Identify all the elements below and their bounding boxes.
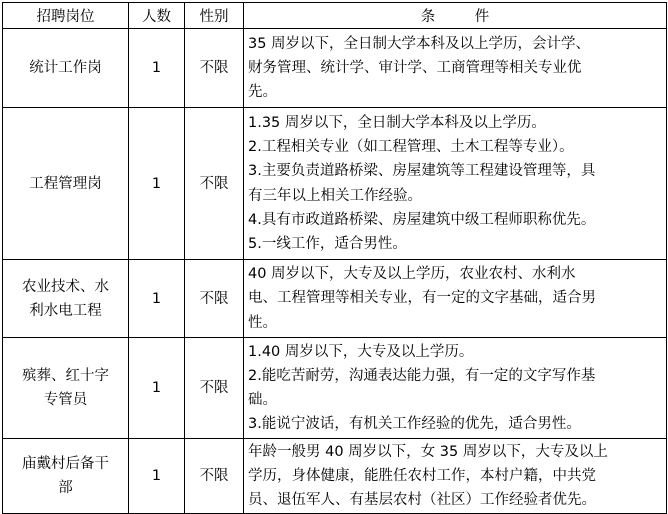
position-text: 殡葬、红十字 [22,368,109,384]
position-text: 庙戴村后备干 [22,456,109,472]
position-cell [3,439,129,514]
condition-line: 电、工程管理等相关专业，有一定的文字基础，适合男 [248,290,596,307]
position-cell [3,108,129,260]
header-count: 人数 [129,3,185,29]
conditions-cell [244,29,667,108]
condition-line: 1.35 周岁以下，全日制大学本科及以上学历。 [248,114,546,131]
table-row [3,108,667,260]
gender-cell: 不限 [185,108,244,260]
table-row [3,439,667,514]
conditions-cell [244,338,667,439]
position-cell [3,338,129,439]
condition-line: 学历，身体健康，能胜任农村工作，本村户籍，中共党 [248,467,596,484]
condition-line: 35 周岁以下，全日制大学本科及以上学历，会计学、 [248,35,591,52]
header-gender: 性别 [185,3,244,29]
header-position: 招聘岗位 [3,3,129,29]
condition-line: 员、退伍军人、有基层农村（社区）工作经验者优先。 [248,492,596,509]
conditions-cell [244,439,667,514]
position-cell [3,260,129,338]
table-row [3,338,667,439]
count-cell: 1 [129,108,185,260]
header-conditions [244,3,667,29]
condition-line: 财务管理、统计学、审计学、工商管理等相关专业优 [248,59,582,76]
count-cell: 1 [129,338,185,439]
count-cell: 1 [129,260,185,338]
conditions-cell [244,260,667,338]
header-conditions-label: 条 件 [420,9,507,25]
count-cell: 1 [129,439,185,514]
condition-line: 3.主要负责道路桥梁、房屋建筑等工程建设管理等，具 [248,163,596,180]
recruitment-table [2,2,667,514]
position-text: 统计工作岗 [29,60,102,76]
position-text: 利水电工程 [29,302,102,319]
table-row [3,29,667,108]
condition-line: 40 周岁以下，大专及以上学历，农业农村、水利水 [248,266,576,283]
condition-line: 5.一线工作，适合男性。 [248,235,407,252]
position-text: 农业技术、水 [22,278,109,295]
count-cell: 1 [129,29,185,108]
position-text: 专管员 [43,392,88,408]
condition-line: 先。 [248,84,277,101]
gender-cell: 不限 [185,439,244,514]
condition-line: 1.40 周岁以下，大专及以上学历。 [248,343,474,360]
gender-cell: 不限 [185,260,244,338]
condition-line: 础。 [248,392,277,408]
header-row [3,3,667,29]
gender-cell: 不限 [185,338,244,439]
condition-line: 2.工程相关专业（如工程管理、土木工程等专业）。 [248,139,574,156]
condition-line: 4.具有市政道路桥梁、房屋建筑中级工程师职称优先。 [248,211,596,228]
condition-line: 有三年以上相关工作经验。 [248,187,422,204]
table-row [3,260,667,338]
condition-line: 2.能吃苦耐劳，沟通表达能力强，有一定的文字写作基 [248,367,596,384]
gender-cell: 不限 [185,29,244,108]
position-text: 工程管理岗 [29,175,102,192]
condition-line: 性。 [248,314,277,331]
position-text: 部 [58,480,73,496]
position-cell [3,29,129,108]
condition-line: 3.能说宁波话，有机关工作经验的优先，适合男性。 [248,416,581,433]
conditions-cell [244,108,667,260]
condition-line: 年龄一般男 40 周岁以下，女 35 周岁以下，大专及以上 [248,443,608,460]
